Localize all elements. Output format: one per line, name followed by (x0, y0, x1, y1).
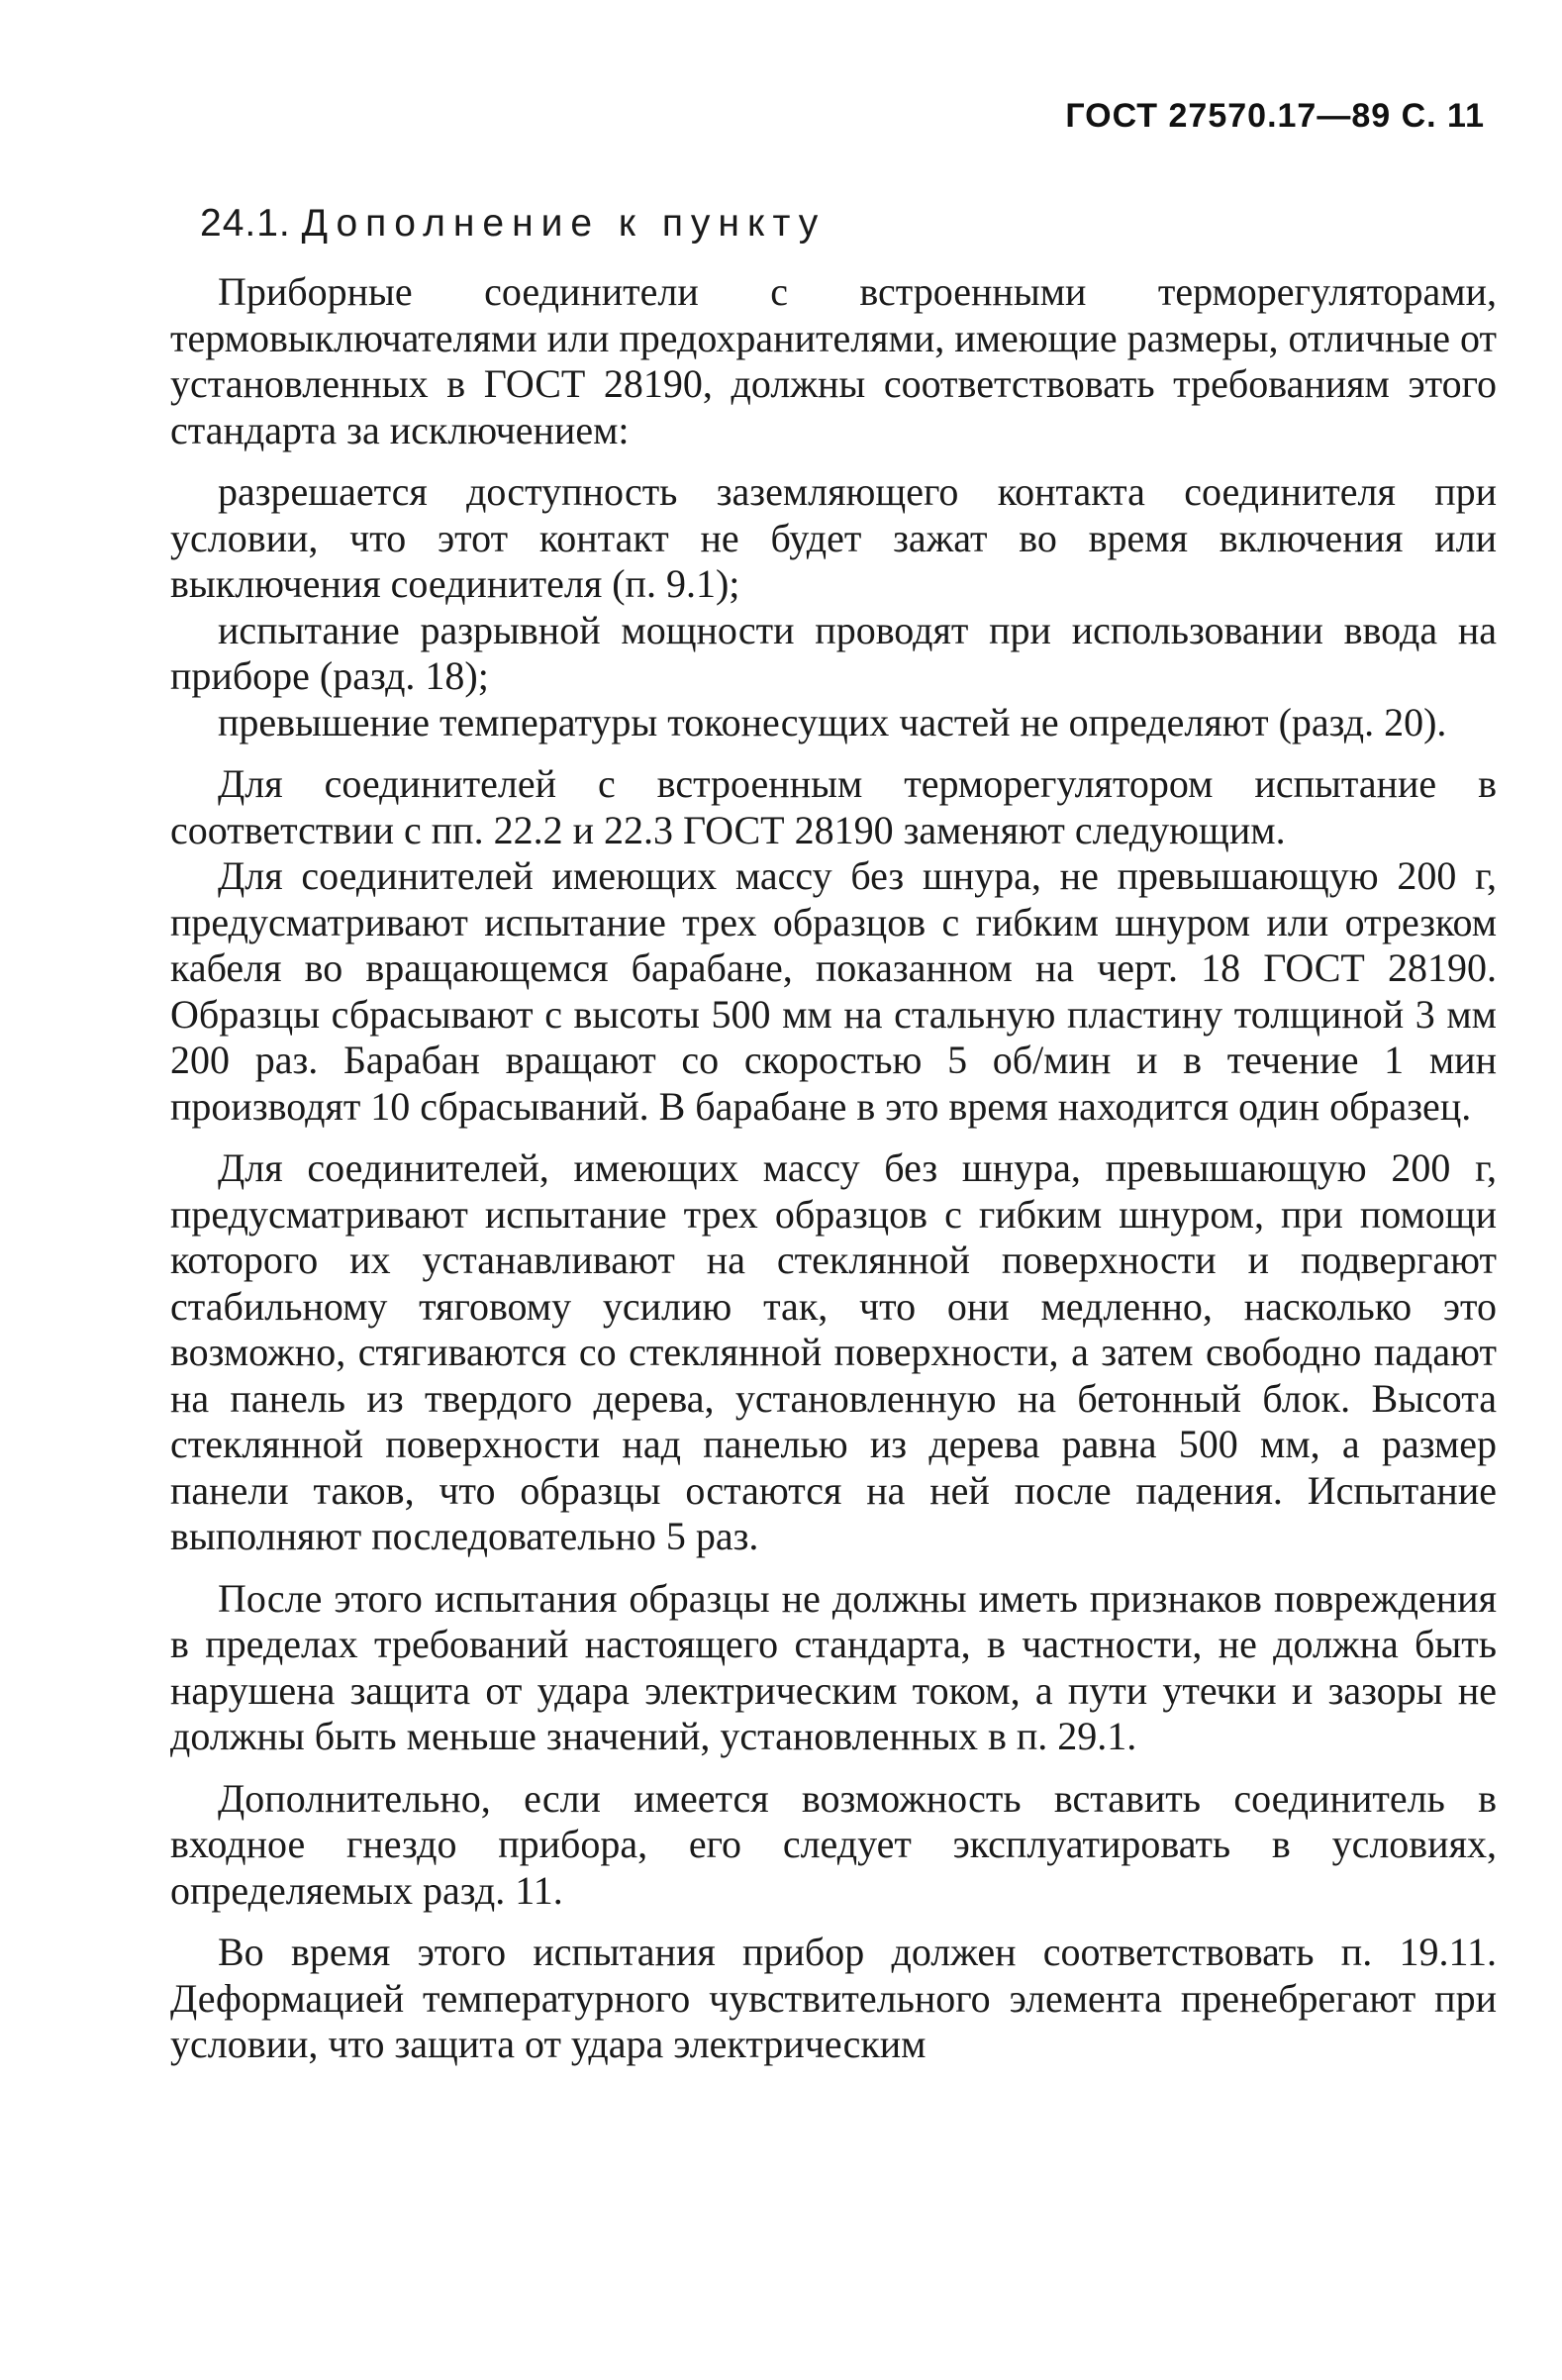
paragraph-thermostat-test: Для соединителей с встроенным терморегулятором испытание в соответствии с пп. 22.2 и 22.3 ГОСТ 28190 заменяют следующим. (170, 761, 1497, 852)
section-title: Дополнение к пункту (301, 202, 827, 245)
paragraph-inlet-operation: Дополнительно, если имеется возможность вставить соединитель в входное гнездо прибора, его следует эксплуатировать в условиях, определяемых разд. 11. (170, 1775, 1497, 1913)
paragraph-damage-criteria: После этого испытания образцы не должны иметь признаков повреждения в пределах требований настоящего стандарта, в частности, не должна быть нарушена защита от удара электрическим током, а пути утечки и зазоры не должны быть меньше значений, установленных в п. 29.1. (170, 1575, 1497, 1758)
paragraph-test-compliance: Во время этого испытания прибор должен соответствовать п. 19.11. Деформацией температурного чувствительного элемента пренебрегают при условии, что защита от удара электрическим (170, 1930, 1497, 2066)
paragraph-exception-temperature: превышение температуры токонесущих частей не определяют (разд. 20). (218, 699, 1447, 744)
paragraph-intro: Приборные соединители с встроенными терморегуляторами, термовыключателями или предохранителями, имеющие размеры, отличные от установленных в ГОСТ 28190, должны соответствовать требованиям этого стандарта за исключением: (170, 269, 1497, 452)
page-body (170, 198, 1497, 2084)
paragraph-exception-breaking-capacity: испытание разрывной мощности проводят при использовании ввода на приборе (разд. 18); (170, 607, 1497, 698)
paragraph-drum-test: Для соединителей имеющих массу без шнура, не превышающую 200 г, предусматривают испытание трех образцов с гибким шнуром или отрезком кабеля во вращающемся барабане, показанном на черт. 18 ГОСТ 28190. Образцы сбрасывают с высоты 500 мм на стальную пластину толщиной 3 мм 200 раз. Барабан вращают со скоростью 5 об/мин и в течение 1 мин производят 10 сбрасываний. В барабане в это время находится один образец. (170, 853, 1497, 1129)
section-number: 24.1. (200, 202, 291, 245)
section-heading (200, 198, 1497, 249)
paragraph-glass-surface-test: Для соединителей, имеющих массу без шнура, превышающую 200 г, предусматривают испытание трех образцов с гибким шнуром, при помощи которого их устанавливают на стеклянной поверхности и подвергают стабильному тяговому усилию так, что они медленно, насколько это возможно, стягиваются со стеклянной поверхности, а затем свободно падают на панель из твердого дерева, установленную на бетонный блок. Высота стеклянной поверхности над панелью из дерева равна 500 мм, а размер панели таков, что образцы остаются на ней после падения. Испытание выполняют последовательно 5 раз. (170, 1145, 1497, 1558)
running-header: ГОСТ 27570.17—89 С. 11 (1065, 97, 1485, 135)
paragraph-exception-grounding: разрешается доступность заземляющего контакта соединителя при условии, что этот контакт не будет зажат во время включения или выключения соединителя (п. 9.1); (170, 469, 1497, 606)
